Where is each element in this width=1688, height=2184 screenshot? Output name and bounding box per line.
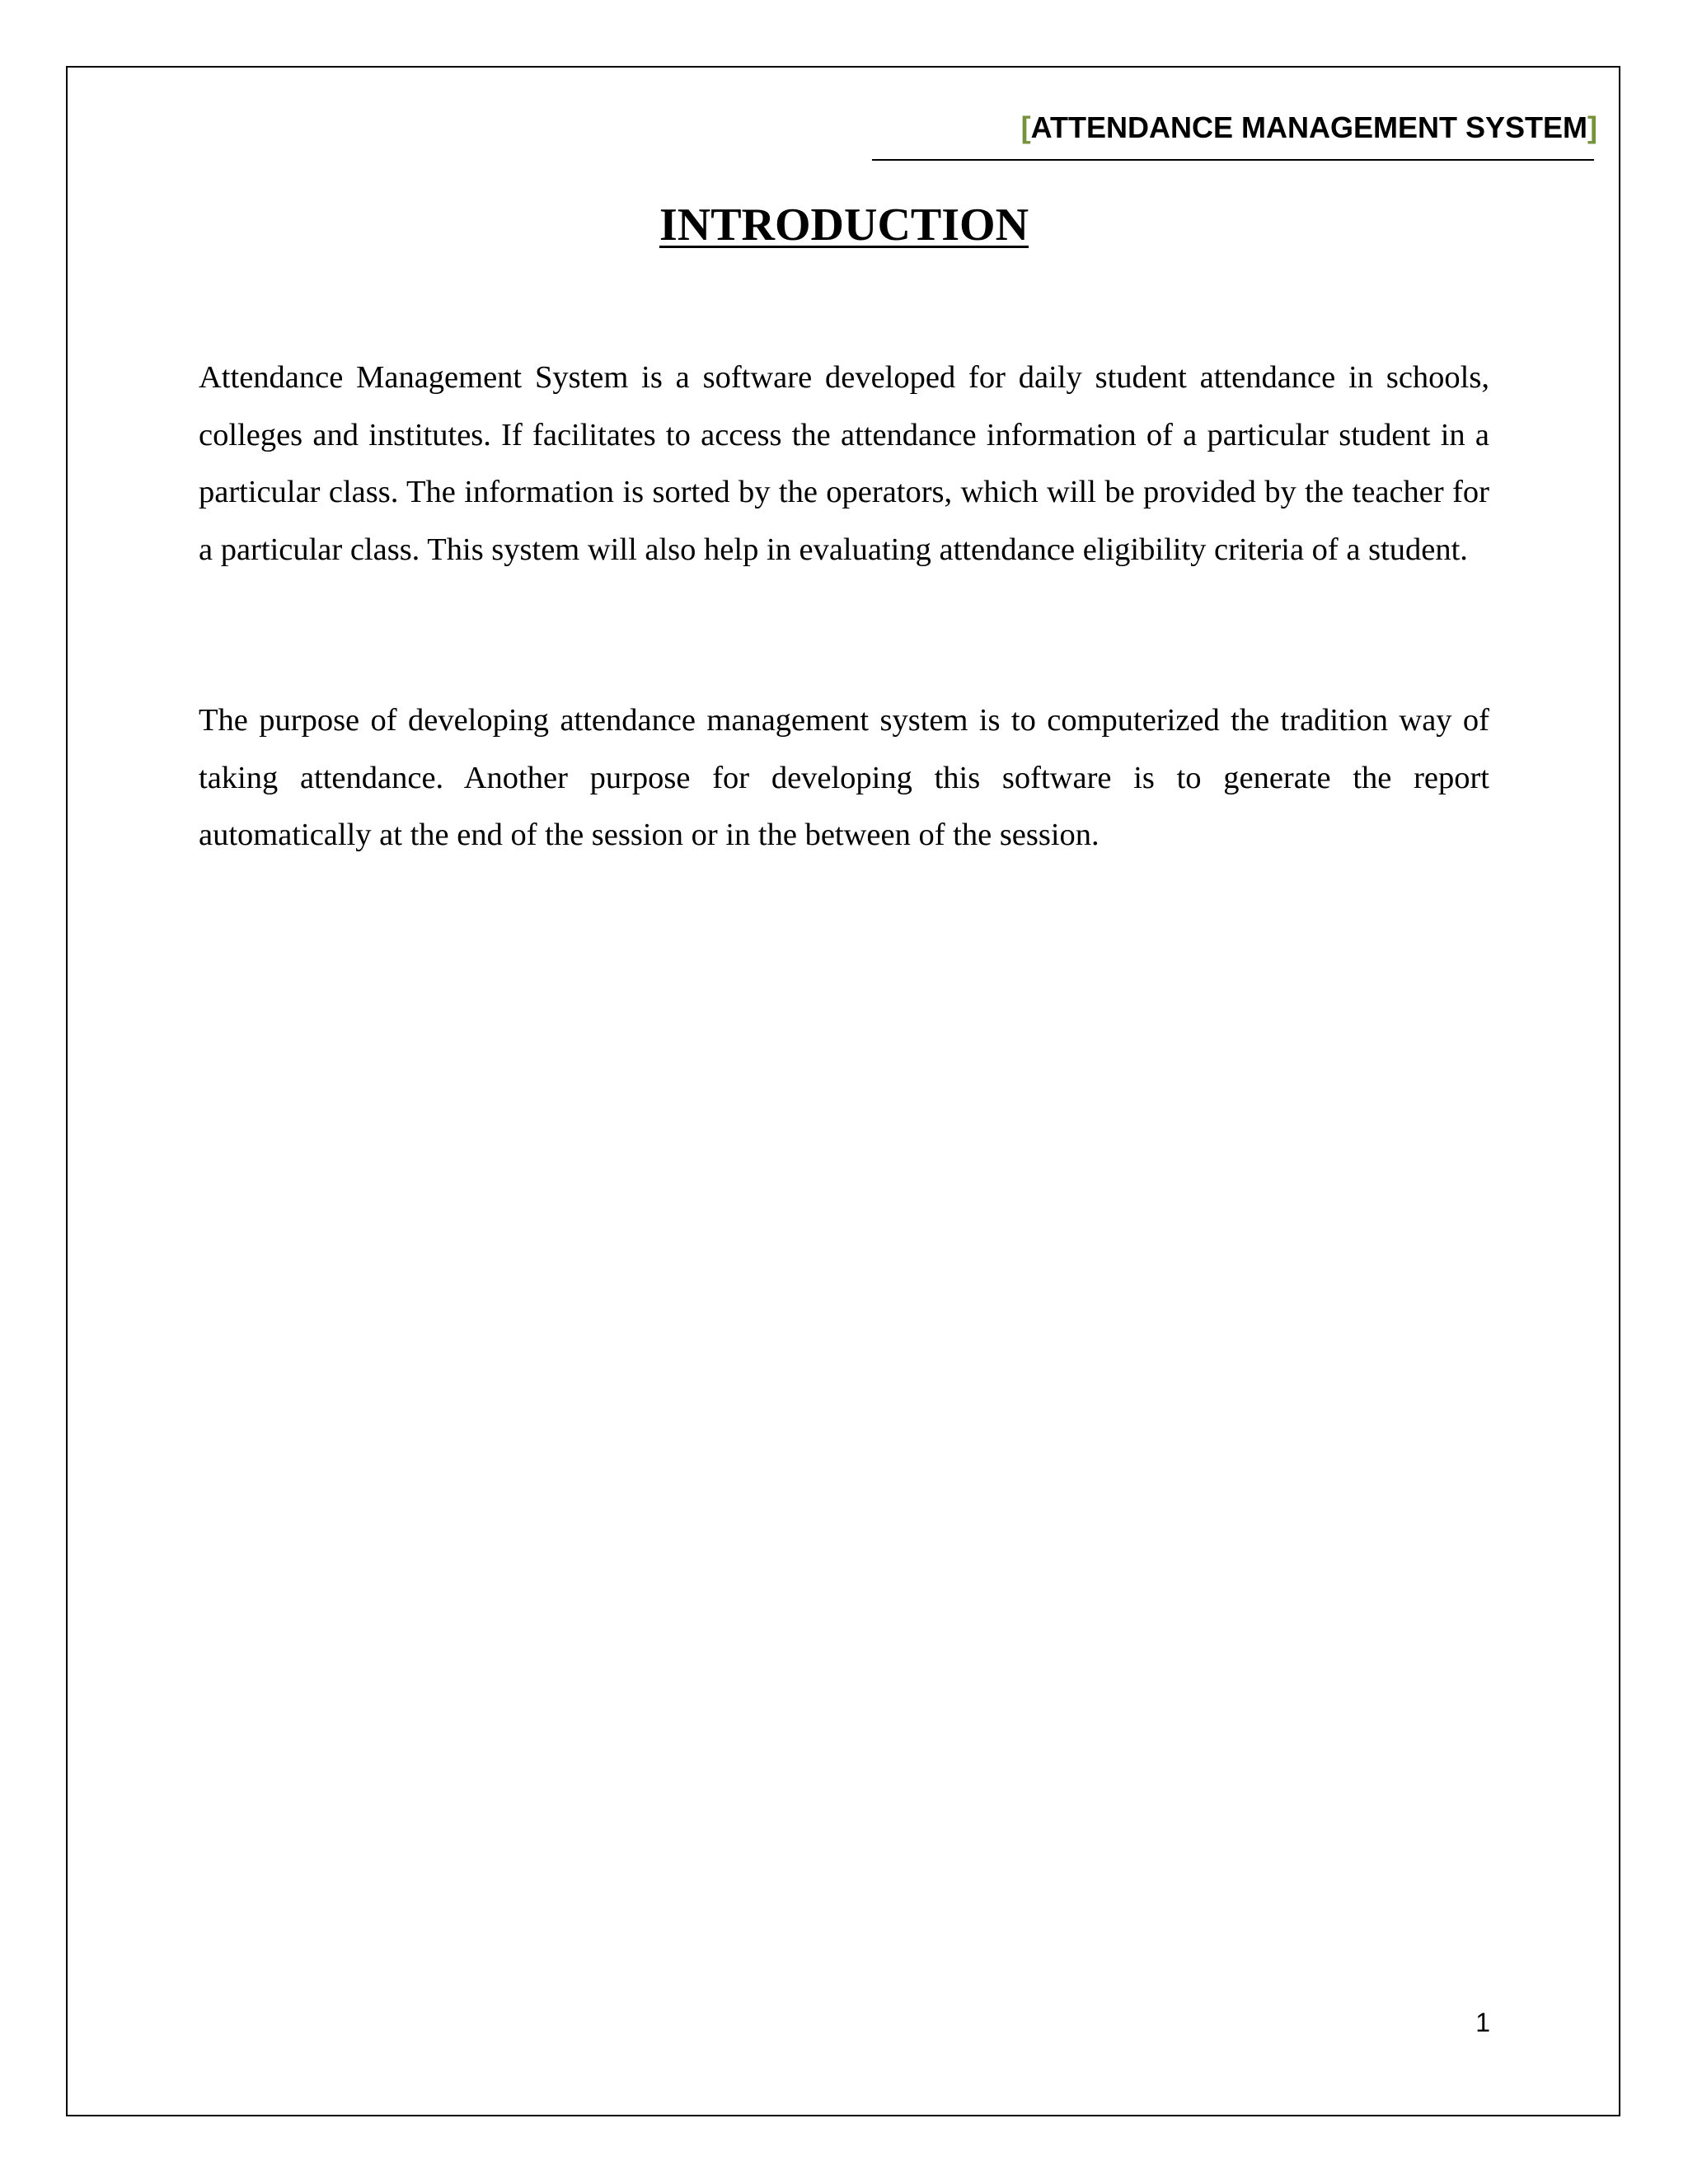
header-open-bracket: [ [1020, 110, 1031, 144]
header-rule [872, 159, 1594, 161]
running-header [1021, 110, 1597, 145]
paragraph-purpose: The purpose of developing attendance management system is to computerized the tradition way of taking attendance. Another purpose for developing this software is to generate the report automatically at the end of the session or in the between of the session. [199, 703, 1489, 852]
header-title: ATTENDANCE MANAGEMENT SYSTEM [1030, 110, 1587, 144]
page-title: INTRODUCTION [659, 199, 1029, 251]
page-number: 1 [1475, 2008, 1490, 2037]
header-close-bracket: ] [1587, 110, 1597, 144]
paragraph-intro: Attendance Management System is a software developed for daily student attendance in schools, colleges and institutes. If facilitates to access the attendance information of a particular student in a particular class. The information is sorted by the operators, which will be provided by the teacher for a particular class. This system will also help in evaluating attendance eligibility criteria of a student. [199, 360, 1489, 567]
